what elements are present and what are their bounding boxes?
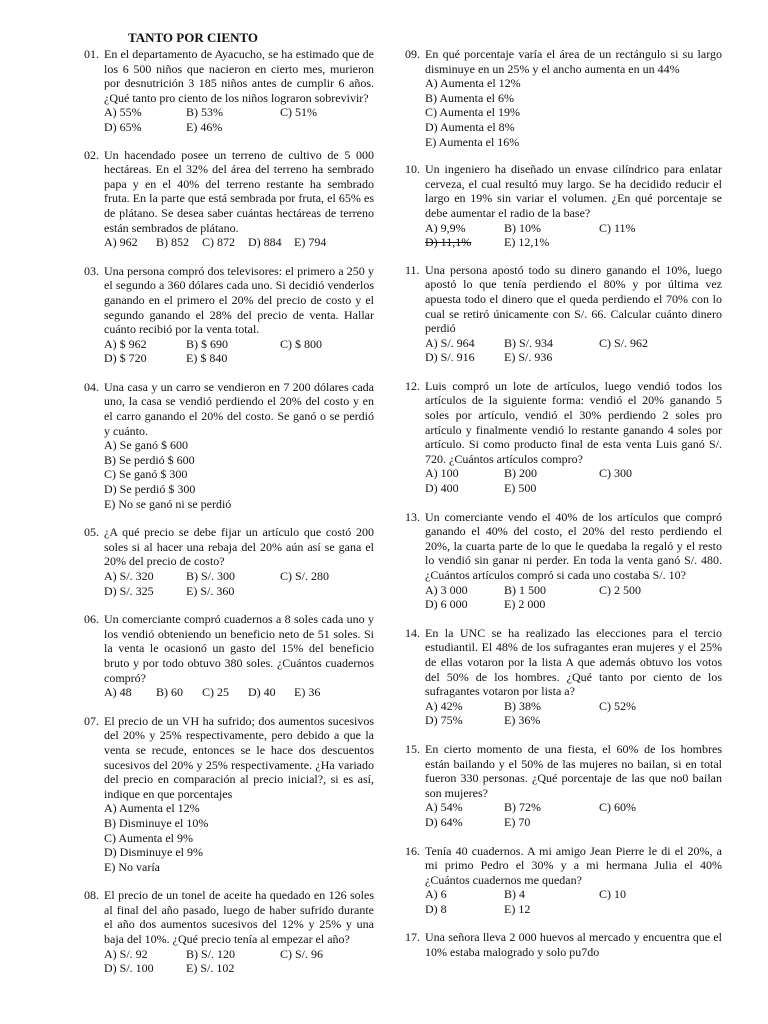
answer-option: E) S/. 102	[186, 961, 235, 976]
question-item	[84, 47, 374, 135]
question-item	[405, 742, 722, 830]
answer-option: C) 2 500	[599, 582, 641, 597]
answer-option: D) 6 000	[425, 597, 468, 612]
question-text: Un comerciante vendo el 40% de los artículos que compró ganando el 40% del costo, el 20% del resto perdiendo el 20%, la cuarta parte de lo que le quedaba la regaló y el resto lo vendió sin ganar ni perder. En toda la venta ganó S/. 480. ¿Cuántos artículos compró si cada uno costaba S/. 10?	[425, 509, 722, 582]
answer-option: E) 500	[504, 481, 537, 496]
answer-option: A) Aumenta el 12%	[425, 76, 521, 91]
question-number: 06.	[84, 612, 99, 627]
answer-option: A) 54%	[425, 800, 463, 815]
question-item	[405, 844, 722, 917]
question-text: En cierto momento de una fiesta, el 60% de los hombres están bailando y el 50% de las mujeres no bailan, si en total fueron 330 personas. ¿Qué porcentaje de las que no0 bailan son mujeres?	[425, 741, 722, 800]
question-item	[84, 714, 374, 875]
answer-options-row	[104, 569, 374, 584]
question-text: El precio de un VH ha sufrido; dos aumentos sucesivos del 20% y 25% respectivamente, pero debido a que la venta se recude, entonces se le hace dos descuentos sucesivos del 20% y 25% respectivamente. ¿Ha variado del precio en comparación al precio inicial?, si es así, indique en que porcentajes	[104, 713, 374, 801]
answer-option: D) S/. 325	[104, 583, 154, 598]
question-number: 09.	[405, 47, 420, 61]
question-number: 13.	[405, 509, 420, 524]
answer-option: B) 10%	[504, 220, 541, 235]
question-number: 07.	[84, 713, 99, 728]
answer-option: C) 51%	[280, 105, 317, 120]
answer-option: D) 400	[425, 481, 459, 496]
answer-option: D) $ 720	[104, 351, 147, 366]
answer-option: A) Se ganó $ 600	[104, 438, 188, 453]
answer-option: C) Se ganó $ 300	[104, 467, 188, 482]
answer-option: D) Aumenta el 8%	[425, 119, 515, 134]
question-text: Tenía 40 cuadernos. A mi amigo Jean Pierre le di el 20%, a mi primo Pedro el 30% y a mi hermana Julia el 40% ¿Cuántos cuadernos me quedan?	[425, 843, 722, 887]
answer-option: D) 65%	[104, 119, 142, 134]
answer-option: E) 46%	[186, 119, 223, 134]
answer-option: B) 852	[156, 235, 189, 250]
answer-option: A) 42%	[425, 698, 463, 713]
answer-option: B) 200	[504, 466, 537, 481]
question-number: 05.	[84, 525, 99, 540]
answer-option: C) 872	[202, 235, 235, 250]
question-number: 01.	[84, 47, 99, 61]
answer-options-row	[425, 597, 722, 612]
answer-options-row	[425, 902, 722, 917]
question-number: 08.	[84, 888, 99, 903]
question-text: Un comerciante compró cuadernos a 8 soles cada uno y los vendió obteniendo un beneficio neto de 51 soles. Si la venta le ocasionó un gasto del 15% del beneficio bruto y por todo obtuvo 380 soles. ¿Cuántos cuadernos compró?	[104, 612, 374, 685]
question-text: Una casa y un carro se vendieron en 7 200 dólares cada uno, la casa se vendió perdiendo el 20% del costo y en el carro ganando el 20% del costo. Se ganó o se perdió y cuánto.	[104, 379, 374, 438]
question-number: 10.	[405, 162, 420, 177]
left-column	[84, 47, 374, 976]
answer-option: B) $ 690	[186, 336, 228, 351]
answer-option: A) S/. 964	[425, 335, 475, 350]
answer-options-row	[425, 800, 722, 815]
question-number: 04.	[84, 379, 99, 394]
answer-option: A) 48	[104, 685, 132, 700]
answer-options-row	[425, 713, 722, 728]
answer-options-row	[104, 235, 374, 250]
answer-option: C) Aumenta el 9%	[104, 830, 193, 845]
answer-options-row	[425, 235, 722, 250]
answer-option: B) 53%	[186, 105, 223, 120]
answer-options-row	[425, 336, 722, 351]
answer-options-row	[425, 583, 722, 598]
answer-option: E) 70	[504, 814, 531, 829]
question-text: El precio de un tonel de aceite ha quedado en 126 soles al final del año pasado, luego de haber sufrido durante el año dos aumentos sucesivos del 12% y 25% y una baja del 10%. ¿Qué precio tenía al empezar el año?	[104, 888, 374, 947]
answer-option: C) 11%	[599, 220, 636, 235]
answer-option: A) S/. 320	[104, 569, 154, 583]
answer-options-row	[425, 481, 722, 496]
answer-option: B) Disminuye el 10%	[104, 815, 209, 830]
answer-option: B) Se perdió $ 600	[104, 452, 195, 467]
answer-option: D) 11,1%	[425, 235, 472, 250]
question-item	[84, 380, 374, 511]
question-item	[405, 162, 722, 250]
answer-option: B) S/. 120	[186, 946, 236, 961]
answer-options-row	[425, 699, 722, 714]
answer-option: A) 962	[104, 235, 138, 250]
answer-option: C) 52%	[599, 698, 636, 713]
answer-options-row	[425, 350, 722, 365]
question-text: Un ingeniero ha diseñado un envase cilíndrico para enlatar cerveza, el cual resultó muy largo. Se ha decidido reducir el largo en 19% sin variar el volumen. ¿En qué porcentaje se debe aumentar el radio de la base?	[425, 162, 722, 220]
answer-option: E) Aumenta el 16%	[425, 134, 520, 149]
question-item	[405, 47, 722, 149]
answer-option: C) Aumenta el 19%	[425, 105, 520, 120]
question-number: 14.	[405, 625, 420, 640]
question-text: Un hacendado posee un terreno de cultivo de 5 000 hectáreas. En el 32% del área del terreno ha sembrado papa y en el 40% del terreno restante ha sembrado fruta. En la parte que está sembrada por fruta, el 65% es de plátano. Se desea saber cuántas hectáreas de terreno están sembrados de plátano.	[104, 147, 374, 235]
answer-option: A) 6	[425, 887, 447, 902]
question-text: Luis compró un lote de artículos, luego vendió todos los artículos de la siguiente forma: vendió el 20% ganando 5 soles por artículo, vendió el 30% perdiendo 2 soles pro artículo y finalmente vendió lo restante ganando 4 soles por artículo. Si como producto final de esta venta Luis ganó S/. 720. ¿Cuántos artículos compro?	[425, 378, 722, 466]
question-item	[84, 525, 374, 598]
answer-option: D) Se perdió $ 300	[104, 482, 196, 497]
question-item	[405, 379, 722, 496]
question-number: 16.	[405, 843, 420, 858]
answer-option: D) S/. 100	[104, 961, 154, 976]
question-item	[84, 888, 374, 976]
question-item	[84, 612, 374, 700]
question-number: 11.	[405, 262, 420, 277]
answer-option: C) 10	[599, 887, 626, 902]
answer-options-row	[104, 351, 374, 366]
answer-options-row	[104, 337, 374, 352]
answer-option: D) 75%	[425, 713, 463, 728]
answer-option: B) 60	[156, 685, 183, 700]
answer-options-row	[425, 887, 722, 902]
answer-option: E) S/. 936	[504, 350, 553, 365]
question-text: En qué porcentaje varía el área de un rectángulo si su largo disminuye en un 25% y el ancho aumenta en un 44%	[425, 47, 722, 76]
answer-option: D) Disminuye el 9%	[104, 845, 203, 860]
answer-option: B) 38%	[504, 698, 541, 713]
question-number: 15.	[405, 741, 420, 756]
question-text: Una señora lleva 2 000 huevos al mercado y encuentra que el 10% estaba malogrado y solo pu7do	[425, 930, 722, 960]
question-item	[405, 626, 722, 728]
question-item	[405, 930, 722, 959]
answer-option: A) 55%	[104, 105, 142, 120]
answer-option: E) No varía	[104, 859, 160, 874]
question-number: 12.	[405, 378, 420, 393]
answer-option: A) 9,9%	[425, 220, 466, 235]
answer-option: E) 794	[294, 235, 327, 250]
answer-options-row	[104, 961, 374, 976]
question-text: En el departamento de Ayacucho, se ha estimado que de los 6 500 niños que nacieron en cierto mes, murieron por desnutrición 3 185 niños antes de cumplir 6 años. ¿Qué tanto pro ciento de los niños lograron sobrevivir?	[104, 47, 374, 105]
question-text: Una persona apostó todo su dinero ganando el 10%, luego apostó lo que tenía perdiendo el 80% y por última vez apuesta todo el dinero que el queda perdiendo el 70% con lo cual se retiró únicamente con S/. 66. Calcular cuánto dinero perdió	[425, 262, 722, 336]
question-number: 03.	[84, 263, 99, 278]
answer-option: B) Aumenta el 6%	[425, 90, 514, 105]
question-number: 17.	[405, 930, 420, 945]
question-item	[84, 148, 374, 250]
answer-option: B) S/. 934	[504, 335, 554, 350]
answer-option: C) 60%	[599, 800, 636, 815]
answer-option: C) 25	[202, 685, 229, 700]
answer-option: A) $ 962	[104, 336, 147, 351]
answer-option: C) 300	[599, 466, 632, 481]
answer-option: E) No se ganó ni se perdió	[104, 496, 232, 511]
answer-options-row	[425, 815, 722, 830]
answer-option: D) 64%	[425, 814, 463, 829]
answer-option: E) S/. 360	[186, 583, 235, 598]
question-item	[84, 264, 374, 366]
answer-option: D) 884	[248, 235, 282, 250]
answer-option: D) 40	[248, 685, 276, 700]
answer-option: A) 100	[425, 466, 459, 481]
answer-options-row	[425, 221, 722, 236]
right-column	[405, 47, 722, 960]
answer-options-row	[425, 466, 722, 481]
answer-option: E) 2 000	[504, 597, 546, 612]
answer-option: A) 3 000	[425, 582, 468, 597]
answer-option: D) 8	[425, 901, 447, 916]
answer-option: E) 36	[294, 685, 321, 700]
answer-option: C) $ 800	[280, 336, 322, 351]
answer-options-row	[104, 120, 374, 135]
question-text: ¿A qué precio se debe fijar un artículo que costó 200 soles si al hacer una rebaja del 20% aún así se gana el 20% del precio de costo?	[104, 525, 374, 569]
answer-options-row	[104, 947, 374, 962]
question-text: En la UNC se ha realizado las elecciones para el tercio estudiantil. El 48% de los sufragantes eran mujeres y el 25% de ellas votaron por la lista A que además obtuvo los votos del 50% de los hombres. ¿Qué tanto por ciento de los sufragantes votaron por lista a?	[425, 625, 722, 699]
question-text: Una persona compró dos televisores: el primero a 250 y el segundo a 360 dólares cada uno. Si decidió venderlos ganando en el primero el 20% del precio de costo y el segundo ganando el 28% del precio de venta. Hallar cuánto recibió por la venta total.	[104, 263, 374, 337]
answer-options-row	[104, 584, 374, 599]
answer-option: B) S/. 300	[186, 569, 236, 583]
answer-option: E) 36%	[504, 713, 541, 728]
answer-option: E) $ 840	[186, 351, 228, 366]
answer-options-row	[104, 685, 374, 700]
question-number: 02.	[84, 147, 99, 162]
question-item	[405, 263, 722, 365]
answer-option: B) 1 500	[504, 582, 546, 597]
answer-option: E) 12,1%	[504, 235, 550, 250]
answer-option: A) Aumenta el 12%	[104, 801, 200, 816]
answer-option: D) S/. 916	[425, 350, 475, 365]
answer-option: C) S/. 96	[280, 946, 324, 961]
answer-option: A) S/. 92	[104, 946, 148, 961]
question-item	[405, 510, 722, 612]
answer-option: B) 72%	[504, 800, 541, 815]
answer-options-row	[104, 105, 374, 120]
answer-option: C) S/. 280	[280, 569, 330, 583]
page-title: TANTO POR CIENTO	[128, 30, 259, 45]
answer-option: E) 12	[504, 901, 531, 916]
answer-option: B) 4	[504, 887, 525, 902]
answer-option: C) S/. 962	[599, 335, 649, 350]
